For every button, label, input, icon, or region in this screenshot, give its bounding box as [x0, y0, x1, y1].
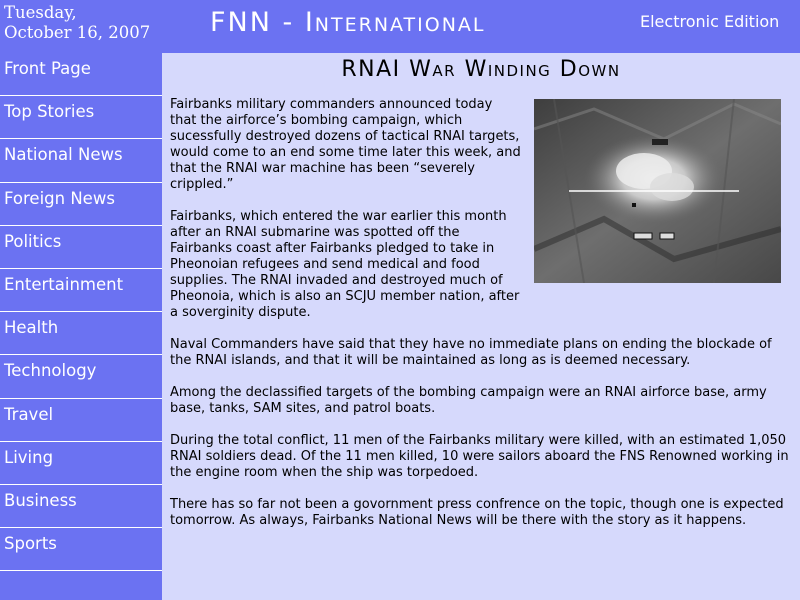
sidebar-item-foreign-news[interactable]: Foreign News [0, 183, 162, 226]
sidebar-item-politics[interactable]: Politics [0, 226, 162, 269]
masthead [0, 0, 800, 53]
article-body [170, 97, 792, 545]
site-title: FNN - International [210, 7, 486, 38]
date-full: October 16, 2007 [4, 23, 151, 42]
date-display [4, 3, 150, 43]
bombing-aerial-photo [534, 99, 781, 283]
article-paragraph: During the total conflict, 11 men of the Fairbanks military were killed, with an estimated 1,050 RNAI soldiers dead. Of the 11 men killed, 10 were sailors aboard the FNS Renowned working in the engine room when the ship was torpedoed. [170, 433, 789, 480]
sidebar-item-sports[interactable]: Sports [0, 528, 162, 571]
sidebar-item-national-news[interactable]: National News [0, 139, 162, 182]
article-paragraph: Fairbanks, which entered the war earlier this month after an RNAI submarine was spotted off the Fairbanks coast after Fairbanks pledged to take in Pheonoian refugees and send medical and food supplies. The RNAI invaded and destroyed much of Pheonoia, which is also an SCJU member nation, after a soverginity dispute. [170, 209, 520, 320]
sidebar-item-front-page[interactable]: Front Page [0, 53, 162, 96]
article-paragraph: Naval Commanders have said that they have no immediate plans on ending the blockade of the RNAI islands, and that it will be maintained as long as is deemed necessary. [170, 337, 772, 368]
sidebar-item-technology[interactable]: Technology [0, 355, 162, 398]
article-paragraph: Among the declassified targets of the bombing campaign were an RNAI airforce base, army base, tanks, SAM sites, and patrol boats. [170, 385, 767, 416]
sidebar-item-top-stories[interactable]: Top Stories [0, 96, 162, 139]
sidebar-item-business[interactable]: Business [0, 485, 162, 528]
edition-label: Electronic Edition [640, 12, 780, 31]
aerial-photo-graphic [534, 99, 781, 283]
article-paragraph: Fairbanks military commanders announced today that the airforce’s bombing campaign, which sucessfully destroyed dozens of tactical RNAI targets, would come to an end some time later this week, and that the RNAI war machine has been “severely crippled.” [170, 97, 521, 192]
sidebar-item-living[interactable]: Living [0, 442, 162, 485]
date-weekday: Tuesday, [4, 3, 77, 22]
article-paragraph: There has so far not been a govornment press confrence on the topic, though one is expected tomorrow. As always, Fairbanks National News will be there with the story as it happens. [170, 497, 784, 528]
article-headline: RNAI War Winding Down [341, 57, 621, 82]
sidebar-item-entertainment[interactable]: Entertainment [0, 269, 162, 312]
sidebar-item-travel[interactable]: Travel [0, 399, 162, 442]
article-area [162, 53, 800, 600]
sidebar-nav [0, 53, 162, 600]
sidebar-item-health[interactable]: Health [0, 312, 162, 355]
